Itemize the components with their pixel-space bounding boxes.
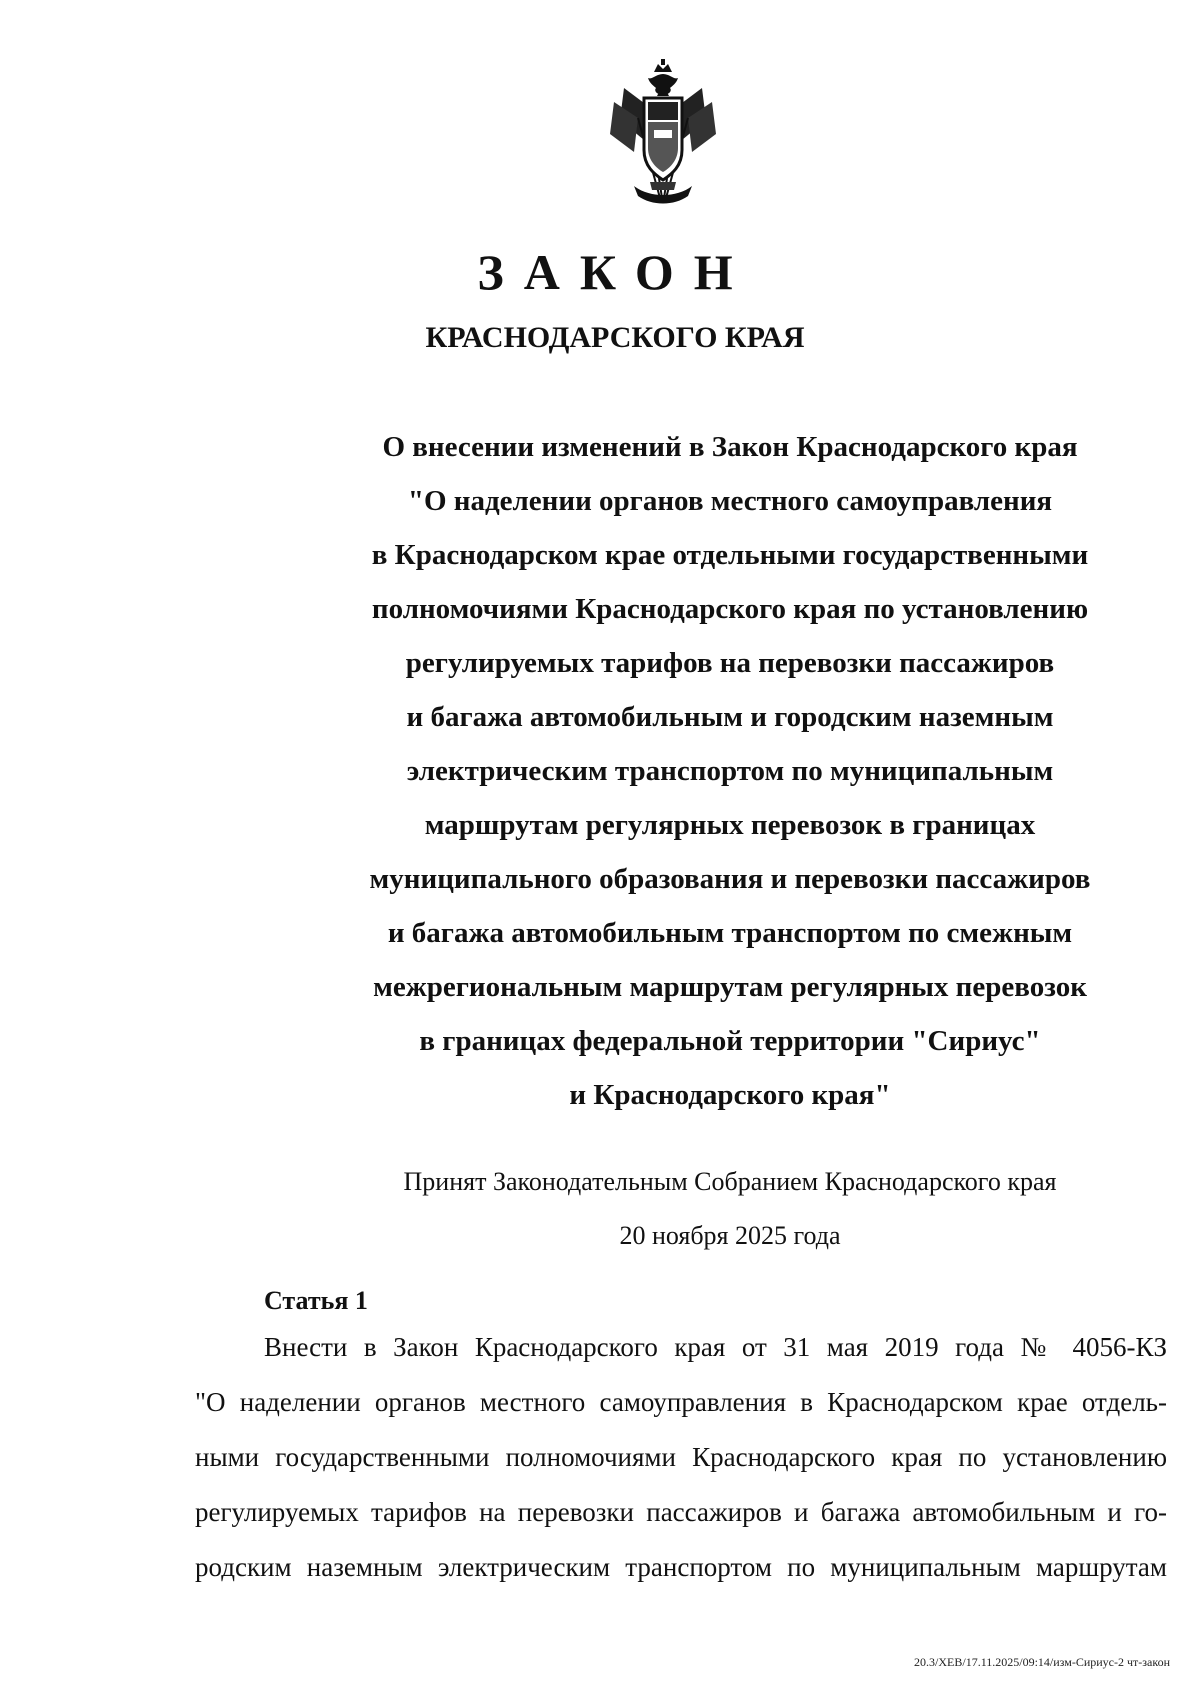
adoption-date: 20 ноября 2025 года <box>619 1221 841 1250</box>
krasnodar-coat-of-arms-icon <box>604 58 722 208</box>
subject-line: в Краснодарском крае отдельными государственными <box>371 539 1089 571</box>
article-line: ными государственными полномочиями Краснодарского края по установлению <box>195 1442 1167 1472</box>
article-line: регулируемых тарифов на перевозки пассажиров и багажа автомобильным и го- <box>195 1497 1167 1527</box>
document-code: 20.3/ХЕВ/17.11.2025/09:14/изм-Сириус-2 чт-закон <box>914 1655 1170 1669</box>
subject-line: О внесении изменений в Закон Краснодарского края <box>382 431 1078 463</box>
adoption-note <box>260 1155 1200 1263</box>
subject-line: муниципального образования и перевозки пассажиров <box>369 863 1091 895</box>
subject-line: электрическим транспортом по муниципальным <box>406 755 1054 787</box>
region-title: КРАСНОДАРСКОГО КРАЯ <box>425 321 805 354</box>
law-subject <box>260 420 1200 1122</box>
article-line: родским наземным электрическим транспортом по муниципальным маршрутам <box>195 1552 1167 1582</box>
subject-line: и Краснодарского края" <box>569 1079 891 1111</box>
article-line: "О наделении органов местного самоуправления в Краснодарском крае отдель- <box>195 1387 1167 1417</box>
adoption-body: Принят Законодательным Собранием Краснодарского края <box>403 1167 1057 1196</box>
subject-line: и багажа автомобильным транспортом по смежным <box>387 917 1073 949</box>
article-body <box>195 1320 1167 1595</box>
article-heading: Статья 1 <box>264 1286 368 1315</box>
subject-line: полномочиями Краснодарского края по установлению <box>371 593 1089 625</box>
subject-line: в границах федеральной территории "Сириус" <box>419 1025 1041 1057</box>
subject-line: и багажа автомобильным и городским наземным <box>406 701 1054 733</box>
subject-line: межрегиональным маршрутам регулярных перевозок <box>373 971 1087 1003</box>
article-line: Внести в Закон Краснодарского края от 31 мая 2019 года № 4056-КЗ <box>264 1332 1167 1362</box>
subject-line: регулируемых тарифов на перевозки пассажиров <box>405 647 1055 679</box>
subject-line: маршрутам регулярных перевозок в границах <box>424 809 1036 841</box>
subject-line: "О наделении органов местного самоуправления <box>407 485 1053 517</box>
law-title: ЗАКОН <box>477 244 753 300</box>
